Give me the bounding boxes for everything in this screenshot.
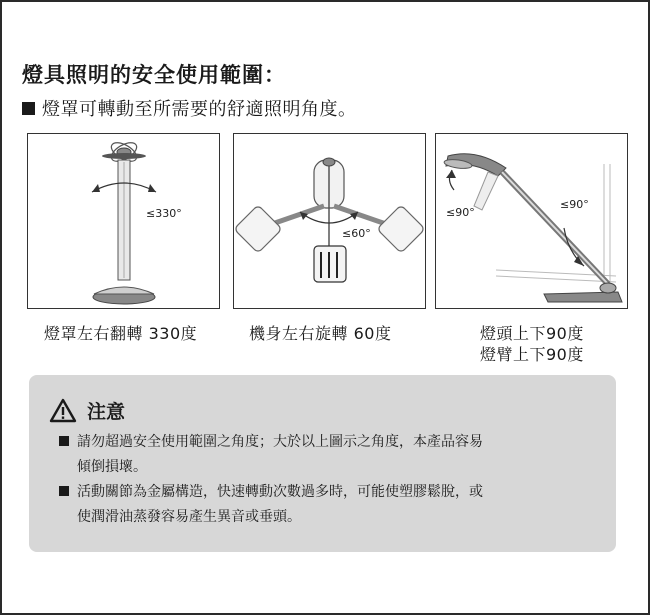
subtitle-text: 燈罩可轉動至所需要的舒適照明角度。 [42,99,357,120]
page-title: 燈具照明的安全使用範圍： [22,63,286,87]
lamp-body-rotation-illustration [234,134,425,308]
caption-body-rotation: 機身左右旋轉 60度 [249,324,392,343]
lamp-tilt-illustration [436,134,627,308]
angle-label-330: ≤330° [146,207,182,220]
diagram-body-rotation [233,133,426,309]
caution-item-text-cont: 傾倒損壞。 [77,459,147,475]
warning-triangle-icon [49,398,77,423]
caption-head-rotation: 燈罩左右翻轉 330度 [44,324,198,343]
subtitle [22,95,357,121]
caption-arm-tilt: 燈臂上下90度 [480,345,584,364]
diagram-tilt [435,133,628,309]
square-bullet-icon [59,436,69,446]
caution-item [59,480,599,530]
square-bullet-icon [22,102,35,115]
caption-head-tilt: 燈頭上下90度 [480,324,584,343]
caution-item-text-cont: 使潤滑油蒸發容易產生異音或垂頭。 [77,509,301,525]
caution-heading [49,397,125,424]
diagram-head-rotation [27,133,220,309]
lamp-head-rotation-illustration [28,134,219,308]
caution-box [29,375,616,552]
caution-item [59,430,599,480]
caution-title: 注意 [87,401,126,423]
caution-item-text: 請勿超過安全使用範圍之角度；大於以上圖示之角度，本產品容易 [77,434,483,450]
square-bullet-icon [59,486,69,496]
angle-label-head-90: ≤90° [446,206,475,219]
caution-item-text: 活動關節為金屬構造，快速轉動次數過多時，可能使塑膠鬆脫，或 [77,484,483,500]
angle-label-arm-90: ≤90° [560,198,589,211]
angle-label-60: ≤60° [342,227,371,240]
